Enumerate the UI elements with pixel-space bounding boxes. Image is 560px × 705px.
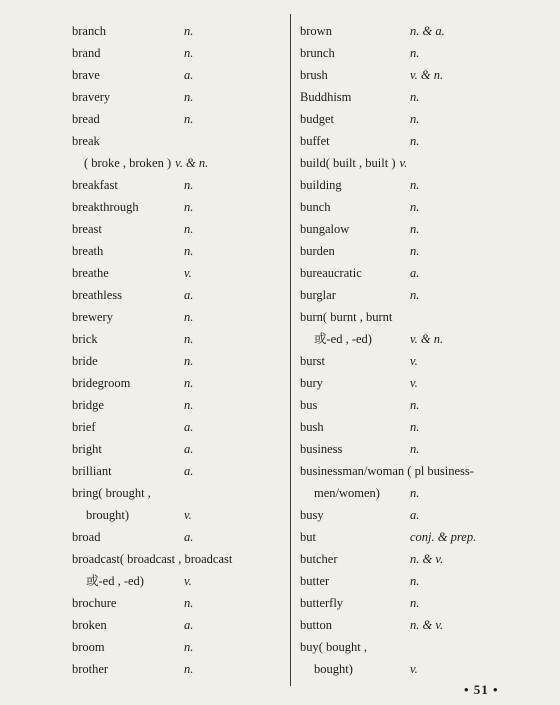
headword: bungalow — [300, 222, 350, 236]
part-of-speech: n. — [184, 24, 194, 38]
part-of-speech: a. — [184, 530, 194, 544]
headword: build( built , built ) v. — [300, 156, 408, 170]
headword: budget — [300, 112, 335, 126]
word-entry — [300, 438, 540, 460]
word-entry — [72, 108, 290, 130]
headword: buy( bought , — [300, 640, 368, 654]
part-of-speech: n. — [410, 200, 420, 214]
word-entry — [72, 174, 290, 196]
headword: brush — [300, 68, 328, 82]
word-entry — [72, 20, 290, 42]
part-of-speech: n. & v. — [410, 552, 444, 566]
part-of-speech: n. — [184, 112, 194, 126]
word-entry — [300, 416, 540, 438]
headword: brought) — [86, 508, 130, 522]
part-of-speech: n. — [410, 112, 420, 126]
part-of-speech: n. & v. — [410, 618, 444, 632]
word-entry — [72, 306, 290, 328]
part-of-speech: n. — [184, 222, 194, 236]
word-entry — [300, 86, 540, 108]
headword: buffet — [300, 134, 330, 148]
headword: brick — [72, 332, 98, 346]
word-entry — [300, 130, 540, 152]
headword: bread — [72, 112, 100, 126]
word-entry — [72, 504, 290, 526]
word-entry — [300, 526, 540, 548]
headword: bureaucratic — [300, 266, 362, 280]
part-of-speech: n. — [410, 178, 420, 192]
part-of-speech: a. — [184, 618, 194, 632]
headword: bunch — [300, 200, 331, 214]
headword: men/women) — [314, 486, 380, 500]
word-entry — [300, 328, 540, 350]
headword: brochure — [72, 596, 117, 610]
part-of-speech: n. — [410, 244, 420, 258]
word-entry — [72, 526, 290, 548]
part-of-speech: n. — [184, 332, 194, 346]
word-entry — [72, 64, 290, 86]
part-of-speech: v. — [399, 156, 408, 170]
word-entry — [300, 20, 540, 42]
part-of-speech: a. — [410, 266, 420, 280]
word-entry — [72, 636, 290, 658]
part-of-speech: n. — [410, 574, 420, 588]
part-of-speech: n. — [410, 442, 420, 456]
word-entry — [72, 416, 290, 438]
headword: broad — [72, 530, 101, 544]
word-entry — [300, 592, 540, 614]
headword: bravery — [72, 90, 111, 104]
headword: brewery — [72, 310, 113, 324]
part-of-speech: a. — [184, 464, 194, 478]
headword: bush — [300, 420, 324, 434]
word-entry — [72, 614, 290, 636]
part-of-speech: n. — [410, 90, 420, 104]
left-word-column — [72, 20, 290, 680]
part-of-speech: n. — [410, 134, 420, 148]
headword: bridge — [72, 398, 104, 412]
word-entry — [300, 64, 540, 86]
word-entry — [72, 262, 290, 284]
headword: branch — [72, 24, 107, 38]
headword: ( broke , broken ) v. & n. — [84, 156, 209, 170]
headword: butter — [300, 574, 330, 588]
headword: breathless — [72, 288, 122, 302]
part-of-speech: n. — [410, 398, 420, 412]
word-entry — [300, 614, 540, 636]
headword: button — [300, 618, 332, 632]
headword: 或-ed , -ed) — [314, 332, 372, 346]
part-of-speech: v. — [410, 376, 418, 390]
headword: brave — [72, 68, 100, 82]
headword: bury — [300, 376, 323, 390]
headword: 或-ed , -ed) — [86, 574, 144, 588]
part-of-speech: v. — [184, 266, 192, 280]
part-of-speech: v. — [410, 354, 418, 368]
headword: business — [300, 442, 343, 456]
part-of-speech: n. — [410, 46, 420, 60]
word-entry — [300, 262, 540, 284]
headword: break — [72, 134, 100, 148]
headword: breathe — [72, 266, 109, 280]
word-entry — [72, 350, 290, 372]
headword: burden — [300, 244, 335, 258]
headword: brand — [72, 46, 101, 60]
headword: brother — [72, 662, 109, 676]
word-entry — [72, 130, 290, 152]
headword: but — [300, 530, 316, 544]
part-of-speech: n. — [184, 200, 194, 214]
part-of-speech: n. — [184, 596, 194, 610]
word-entry — [72, 482, 290, 504]
word-entry — [72, 328, 290, 350]
part-of-speech: n. — [410, 596, 420, 610]
part-of-speech: n. — [184, 640, 194, 654]
headword: Buddhism — [300, 90, 352, 104]
part-of-speech: n. — [184, 398, 194, 412]
part-of-speech: conj. & prep. — [410, 530, 477, 544]
part-of-speech: v. — [410, 662, 418, 676]
headword: building — [300, 178, 342, 192]
word-entry — [300, 658, 540, 680]
part-of-speech: n. — [184, 90, 194, 104]
part-of-speech: n. — [410, 420, 420, 434]
word-entry — [300, 460, 540, 482]
word-entry — [300, 284, 540, 306]
word-entry — [300, 42, 540, 64]
part-of-speech: v. & n. — [410, 68, 444, 82]
word-entry — [72, 438, 290, 460]
headword: bright — [72, 442, 102, 456]
headword: brief — [72, 420, 96, 434]
part-of-speech: a. — [184, 288, 194, 302]
part-of-speech: n. — [410, 288, 420, 302]
word-entry — [72, 240, 290, 262]
headword: businessman/woman ( pl business- — [300, 464, 474, 478]
word-entry — [300, 218, 540, 240]
word-entry — [72, 218, 290, 240]
word-entry — [300, 394, 540, 416]
word-entry — [300, 636, 540, 658]
column-divider — [290, 14, 291, 686]
headword: brunch — [300, 46, 335, 60]
word-entry — [72, 592, 290, 614]
word-entry — [300, 174, 540, 196]
word-entry — [300, 482, 540, 504]
part-of-speech: a. — [410, 508, 420, 522]
page-number: • 51 • — [464, 682, 499, 697]
headword: broken — [72, 618, 107, 632]
word-entry — [72, 372, 290, 394]
part-of-speech: v. & n. — [175, 156, 209, 170]
headword: burn( burnt , burnt — [300, 310, 393, 324]
part-of-speech: a. — [184, 442, 194, 456]
headword: butcher — [300, 552, 338, 566]
word-entry — [72, 548, 290, 570]
part-of-speech: n. — [184, 46, 194, 60]
part-of-speech: a. — [184, 420, 194, 434]
part-of-speech: n. — [184, 310, 194, 324]
part-of-speech: a. — [184, 68, 194, 82]
headword: breakfast — [72, 178, 118, 192]
headword: breast — [72, 222, 102, 236]
word-entry — [72, 42, 290, 64]
word-entry — [300, 504, 540, 526]
part-of-speech: n. — [184, 662, 194, 676]
headword: burst — [300, 354, 325, 368]
right-word-column — [300, 20, 540, 680]
word-entry — [72, 196, 290, 218]
headword: bought) — [314, 662, 353, 676]
part-of-speech: n. — [184, 376, 194, 390]
headword: breath — [72, 244, 104, 258]
word-entry — [72, 394, 290, 416]
word-entry — [72, 284, 290, 306]
headword: brilliant — [72, 464, 112, 478]
word-entry — [72, 570, 290, 592]
part-of-speech: n. & a. — [410, 24, 445, 38]
word-entry — [300, 240, 540, 262]
word-entry — [72, 86, 290, 108]
headword: bridegroom — [72, 376, 131, 390]
part-of-speech: v. — [184, 574, 192, 588]
headword: broadcast( broadcast , broadcast — [72, 552, 233, 566]
word-entry — [72, 460, 290, 482]
word-entry — [300, 548, 540, 570]
word-entry — [300, 152, 540, 174]
headword: bus — [300, 398, 318, 412]
word-entry — [300, 350, 540, 372]
part-of-speech: n. — [410, 486, 420, 500]
part-of-speech: n. — [184, 354, 194, 368]
word-entry — [300, 306, 540, 328]
headword: butterfly — [300, 596, 344, 610]
headword: brown — [300, 24, 332, 38]
headword: breakthrough — [72, 200, 139, 214]
part-of-speech: v. & n. — [410, 332, 444, 346]
headword: broom — [72, 640, 105, 654]
headword: burglar — [300, 288, 336, 302]
word-entry — [300, 196, 540, 218]
headword: busy — [300, 508, 324, 522]
word-entry — [300, 372, 540, 394]
part-of-speech: n. — [184, 244, 194, 258]
headword: bride — [72, 354, 98, 368]
word-entry — [72, 658, 290, 680]
part-of-speech: v. — [184, 508, 192, 522]
headword: bring( brought , — [72, 486, 151, 500]
part-of-speech: n. — [410, 222, 420, 236]
word-entry — [72, 152, 290, 174]
word-entry — [300, 570, 540, 592]
word-entry — [300, 108, 540, 130]
part-of-speech: n. — [184, 178, 194, 192]
